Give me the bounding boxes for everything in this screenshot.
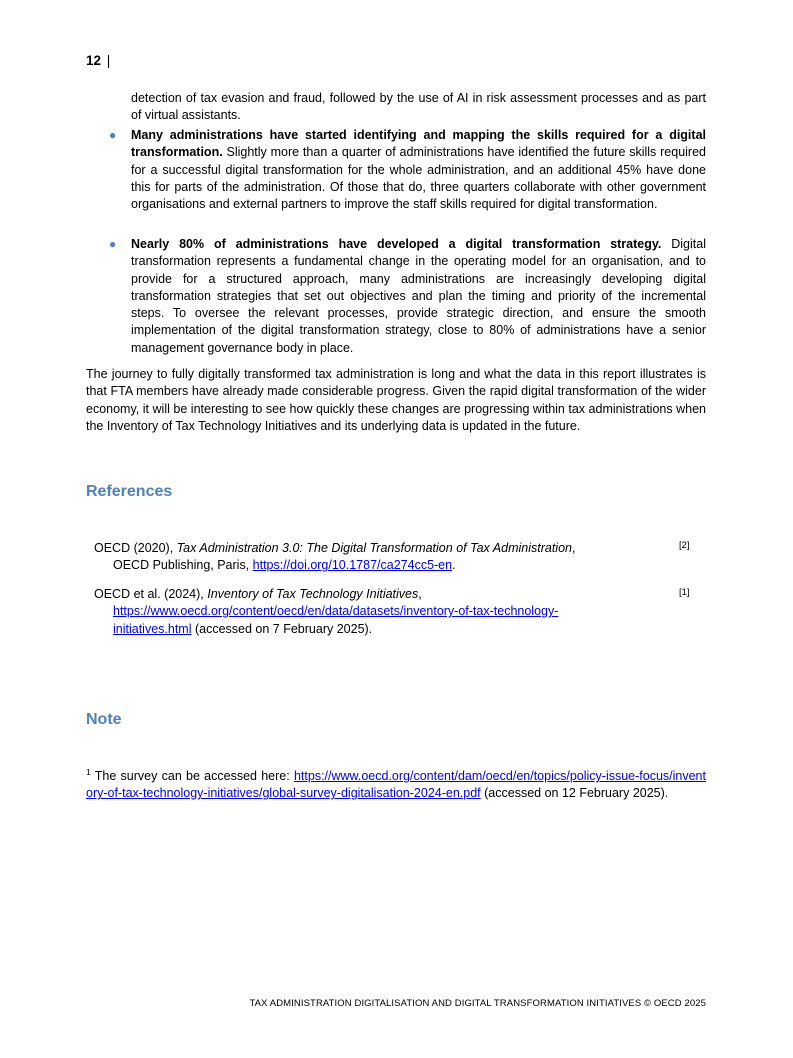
conclusion-paragraph: The journey to fully digitally transformed tax administration is long and what the data in this report illustrates is that FTA members have already made considerable progress. Given the rapid digital transformation of the wider economy, it will be interesting to see how quickly these changes are progressing within tax administrations when the Inventory of Tax Technology Initiatives and its underlying data is updated in the future. (86, 367, 706, 433)
page-number-separator: | (106, 53, 111, 68)
bullet-item-skills (131, 127, 706, 213)
reference-author: OECD (2020), (94, 541, 177, 555)
bullet-continuation: detection of tax evasion and fraud, followed by the use of AI in risk assessment processes and as part of virtual assistants. (131, 91, 706, 123)
page-number-value: 12 (86, 53, 102, 68)
reference-accessed: (accessed on 7 February 2025). (191, 621, 373, 636)
reference-number: [2] (679, 540, 690, 551)
bullet-text: Slightly more than a quarter of administrations have identified the future skills required for a successful digital transformation for the whole administration, and an additional 45% have done this for parts of the administration. Of those that do, three quarters collaborate with other government organisations and external partners to improve the staff skills required for digital transformation. (131, 145, 706, 212)
reference-title: Tax Administration 3.0: The Digital Transformation of Tax Administration (176, 541, 572, 555)
reference-dataset-link[interactable]: https://www.oecd.org/content/oecd/en/data/datasets/inventory-of-tax-technology- (113, 604, 559, 619)
footnote-intro: The survey can be accessed here: (90, 769, 294, 783)
bullet-bold-lead: Many administrations have started identifying and mapping the skills required for a digital transformation. (131, 128, 706, 160)
reference-punct: , (418, 587, 422, 601)
footnote-survey-link[interactable]: https://www.oecd.org/content/dam/oecd/en/topics/policy-issue-focus/inventory-of-tax-technology-initiatives/global-survey-digitalisation-2024-en.pdf (86, 769, 706, 801)
reference-number: [1] (679, 587, 690, 598)
reference-punct: . (452, 558, 456, 573)
reference-punct: , (571, 541, 576, 555)
reference-item (94, 540, 654, 575)
bullet-marker: ● (109, 128, 117, 142)
bullet-text: Digital transformation represents a fundamental change in the operating model for an organisation, and to provide for a structured approach, many administrations are increasingly developing digital transformation strategies that set out objectives and plan the timing and priority of the incremental steps. To oversee the relevant processes, provide strategic direction, and ensure the smooth implementation of the digital transformation strategy, close to 80% of administrations have a senior management governance body in place. (131, 237, 706, 355)
footnote-accessed: (accessed on 12 February 2025). (480, 786, 669, 801)
bullet-bold-lead: Nearly 80% of administrations have developed a digital transformation strategy. (131, 237, 662, 251)
bullet-marker: ● (109, 237, 117, 251)
note-heading: Note (86, 711, 122, 728)
references-heading: References (86, 483, 173, 500)
reference-publisher: OECD Publishing, Paris, (113, 558, 253, 573)
bullet-item-strategy (131, 236, 706, 357)
page-footer: TAX ADMINISTRATION DIGITALISATION AND DIGITAL TRANSFORMATION INITIATIVES © OECD 2025 (249, 998, 706, 1009)
reference-author: OECD et al. (2024), (94, 587, 208, 601)
reference-doi-link[interactable]: https://doi.org/10.1787/ca274cc5-en (252, 558, 453, 573)
reference-item (94, 586, 654, 638)
footnote (86, 764, 706, 803)
footnote-marker: 1 (86, 767, 91, 777)
reference-title: Inventory of Tax Technology Initiatives (207, 587, 419, 601)
reference-dataset-link-cont[interactable]: initiatives.html (113, 621, 192, 636)
page-number (86, 53, 110, 68)
